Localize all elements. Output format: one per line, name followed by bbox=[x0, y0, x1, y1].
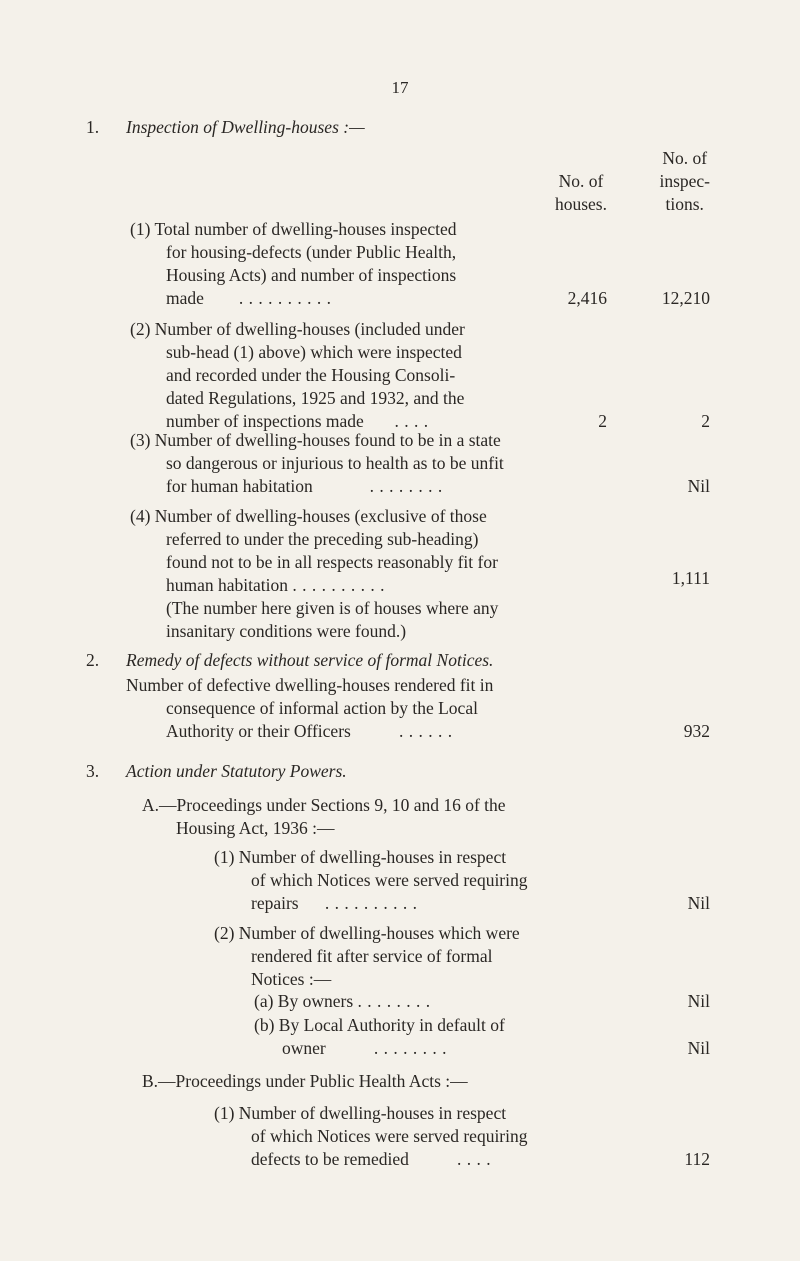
text-line: for housing-defects (under Public Health, bbox=[166, 242, 457, 262]
text-line: Number of defective dwelling-houses rendered fit in bbox=[126, 675, 494, 695]
leader-dots: . . . . . . . . bbox=[369, 476, 443, 496]
section-2-title: Remedy of defects without service of formal Notices. bbox=[126, 650, 494, 670]
item-4-inspections-value: 1,111 bbox=[671, 568, 710, 588]
item-2-text bbox=[130, 318, 465, 433]
text-line: (3) Number of dwelling-houses found to be in a state bbox=[130, 430, 501, 450]
text-line: referred to under the preceding sub-heading) bbox=[166, 529, 479, 549]
text-line: (4) Number of dwelling-houses (exclusive of those bbox=[130, 506, 487, 526]
leader-dots: . . . . . . . . . . bbox=[292, 575, 385, 595]
text-line: Housing Acts) and number of inspections bbox=[166, 265, 457, 285]
subsection-a2-text bbox=[214, 922, 520, 991]
column-header-houses bbox=[555, 170, 607, 216]
leader-dots: . . . . . . . . . . bbox=[324, 893, 418, 913]
section-2-text bbox=[126, 674, 493, 743]
subsection-a2b-text bbox=[254, 1014, 505, 1060]
subsection-a2b-value: Nil bbox=[687, 1038, 710, 1058]
subsection-a1-value: Nil bbox=[687, 893, 710, 913]
subsection-b-heading: B.—Proceedings under Public Health Acts :— bbox=[142, 1071, 468, 1091]
item-1-houses-value: 2,416 bbox=[567, 288, 607, 308]
subsection-a1-text bbox=[214, 846, 528, 915]
column-header-inspections bbox=[659, 147, 710, 216]
text-line: (1) Number of dwelling-houses in respect bbox=[214, 1103, 507, 1123]
text-line: dated Regulations, 1925 and 1932, and the bbox=[166, 388, 465, 408]
text-line: and recorded under the Housing Consoli- bbox=[166, 365, 456, 385]
item-2-inspections-value: 2 bbox=[701, 411, 710, 431]
subsection-a-heading bbox=[142, 794, 506, 840]
leader-dots: . . . . bbox=[457, 1149, 492, 1169]
text-line: number of inspections made bbox=[166, 411, 364, 431]
text-line: of which Notices were served requiring bbox=[251, 870, 528, 890]
text-line: human habitation bbox=[166, 575, 288, 595]
leader-dots: . . . . . . . . bbox=[373, 1038, 447, 1058]
text-line: for human habitation bbox=[166, 476, 313, 496]
text-line: (2) Number of dwelling-houses which were bbox=[214, 923, 520, 943]
text-line: (2) Number of dwelling-houses (included under bbox=[130, 319, 465, 339]
text-line: rendered fit after service of formal bbox=[251, 946, 493, 966]
subsection-a2a-text bbox=[254, 990, 431, 1013]
section-3-title: Action under Statutory Powers. bbox=[126, 761, 347, 781]
section-2-value: 932 bbox=[683, 721, 710, 741]
item-1-inspections-value: 12,210 bbox=[661, 288, 710, 308]
section-1-number: 1. bbox=[86, 117, 100, 137]
text-line: Authority or their Officers bbox=[166, 721, 351, 741]
text-line: (b) By Local Authority in default of bbox=[254, 1015, 505, 1035]
text-line: so dangerous or injurious to health as to be unfit bbox=[166, 453, 504, 473]
section-3-number: 3. bbox=[86, 761, 100, 781]
leader-dots: . . . . . . . . . . bbox=[238, 288, 332, 308]
subsection-a2a-value: Nil bbox=[687, 991, 710, 1011]
column-header-inspections-line: tions. bbox=[665, 194, 704, 214]
text-line: (a) By owners bbox=[254, 991, 354, 1011]
column-header-houses-line: houses. bbox=[554, 194, 607, 214]
subsection-b1-text bbox=[214, 1102, 528, 1171]
text-line: Housing Act, 1936 :— bbox=[176, 818, 335, 838]
leader-dots: . . . . . . . . bbox=[357, 991, 431, 1011]
item-3-text bbox=[130, 429, 504, 498]
text-line: owner bbox=[282, 1038, 326, 1058]
subsection-b1-value: 112 bbox=[684, 1149, 710, 1169]
text-line: of which Notices were served requiring bbox=[251, 1126, 528, 1146]
text-line: sub-head (1) above) which were inspected bbox=[166, 342, 462, 362]
page-number: 17 bbox=[391, 78, 409, 97]
item-4-text bbox=[130, 505, 498, 643]
section-1-title: Inspection of Dwelling-houses :— bbox=[126, 117, 365, 137]
section-2-number: 2. bbox=[86, 650, 100, 670]
text-line: found not to be in all respects reasonably fit for bbox=[166, 552, 498, 572]
text-line: insanitary conditions were found.) bbox=[166, 621, 407, 641]
item-3-inspections-value: Nil bbox=[687, 476, 710, 496]
leader-dots: . . . . bbox=[394, 411, 429, 431]
text-line: consequence of informal action by the Local bbox=[166, 698, 478, 718]
item-2-houses-value: 2 bbox=[598, 411, 607, 431]
text-line: defects to be remedied bbox=[251, 1149, 409, 1169]
leader-dots: . . . . . . bbox=[398, 721, 453, 741]
text-line: (1) Total number of dwelling-houses inspected bbox=[130, 219, 457, 239]
text-line: (The number here given is of houses where any bbox=[166, 598, 499, 618]
text-line: made bbox=[166, 288, 204, 308]
item-1-text bbox=[130, 218, 457, 310]
text-line: A.—Proceedings under Sections 9, 10 and 16 of the bbox=[142, 795, 506, 815]
column-header-inspections-line: inspec- bbox=[659, 171, 710, 191]
text-line: Notices :— bbox=[251, 969, 332, 989]
column-header-inspections-line: No. of bbox=[662, 148, 708, 168]
text-line: (1) Number of dwelling-houses in respect bbox=[214, 847, 507, 867]
column-header-houses-line: No. of bbox=[558, 171, 604, 191]
text-line: repairs bbox=[251, 893, 299, 913]
